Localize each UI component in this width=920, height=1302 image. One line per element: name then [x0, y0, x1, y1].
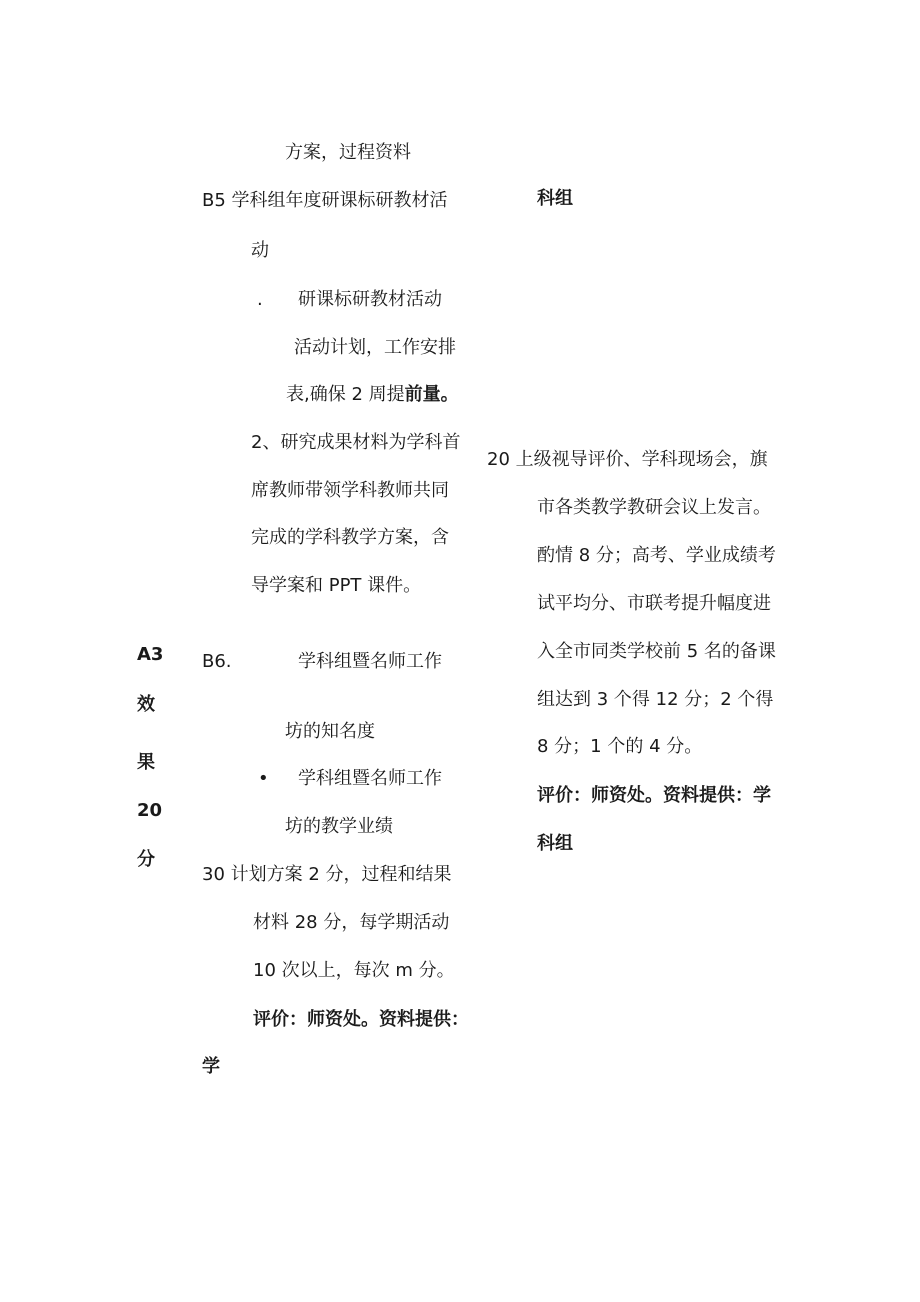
list-item-cont: 坊的知名度 [285, 721, 375, 742]
evaluation-line: 评价：师资处。资料提供： [253, 1009, 469, 1030]
right-line: 市各类教学教研会议上发言。 [537, 497, 771, 518]
right-line: 8 分；1 个的 4 分。 [537, 736, 703, 757]
right-line: 试平均分、市联考提升幅度进 [537, 593, 771, 614]
right-line: 组达到 3 个得 12 分；2 个得 [537, 689, 774, 710]
text-line: 席教师带领学科教师共同 [251, 480, 449, 501]
item-b5-title: B5 学科组年度研课标研教材活 [202, 190, 448, 211]
item-b6-label: B6. [202, 651, 232, 672]
evaluation-line-cont: 学 [202, 1056, 220, 1077]
list-item: 学科组暨名师工作 [298, 768, 442, 789]
text-line [286, 383, 459, 407]
list-item: 研课标研教材活动 [298, 289, 442, 310]
right-evaluation: 评价：师资处。资料提供：学 [537, 785, 771, 806]
list-item-cont: 坊的教学业绩 [285, 816, 393, 837]
list-item: 学科组暨名师工作 [298, 651, 442, 672]
score-line: 30 计划方案 2 分，过程和结果 [202, 864, 452, 885]
category-code: A3 [137, 644, 164, 665]
list-marker: . [257, 289, 263, 310]
category-char: 分 [137, 849, 155, 870]
bullet-marker: • [258, 768, 269, 789]
text-line: 导学案和 PPT 课件。 [251, 575, 422, 596]
text-span: 表,确保 2 周提 [286, 384, 405, 405]
text-line: 完成的学科教学方案，含 [251, 527, 449, 548]
category-points: 20 [137, 800, 163, 821]
text-line: 2、研究成果材料为学科首 [251, 432, 461, 453]
text-line: 方案，过程资料 [285, 142, 411, 163]
category-char: 果 [137, 752, 155, 773]
right-heading: 科组 [537, 188, 573, 209]
score-line: 10 次以上，每次 m 分。 [253, 960, 455, 981]
bold-text: 前量。 [404, 384, 459, 405]
right-line: 入全市同类学校前 5 名的备课 [537, 641, 776, 662]
item-b5-title-cont: 动 [251, 240, 269, 261]
score-line: 材料 28 分，每学期活动 [253, 912, 450, 933]
right-line: 酌情 8 分；高考、学业成绩考 [537, 545, 776, 566]
text-line: 活动计划，工作安排 [294, 337, 456, 358]
right-line: 20 上级视导评价、学科现场会，旗 [487, 449, 768, 470]
category-char: 效 [137, 694, 155, 715]
right-evaluation-cont: 科组 [537, 833, 573, 854]
